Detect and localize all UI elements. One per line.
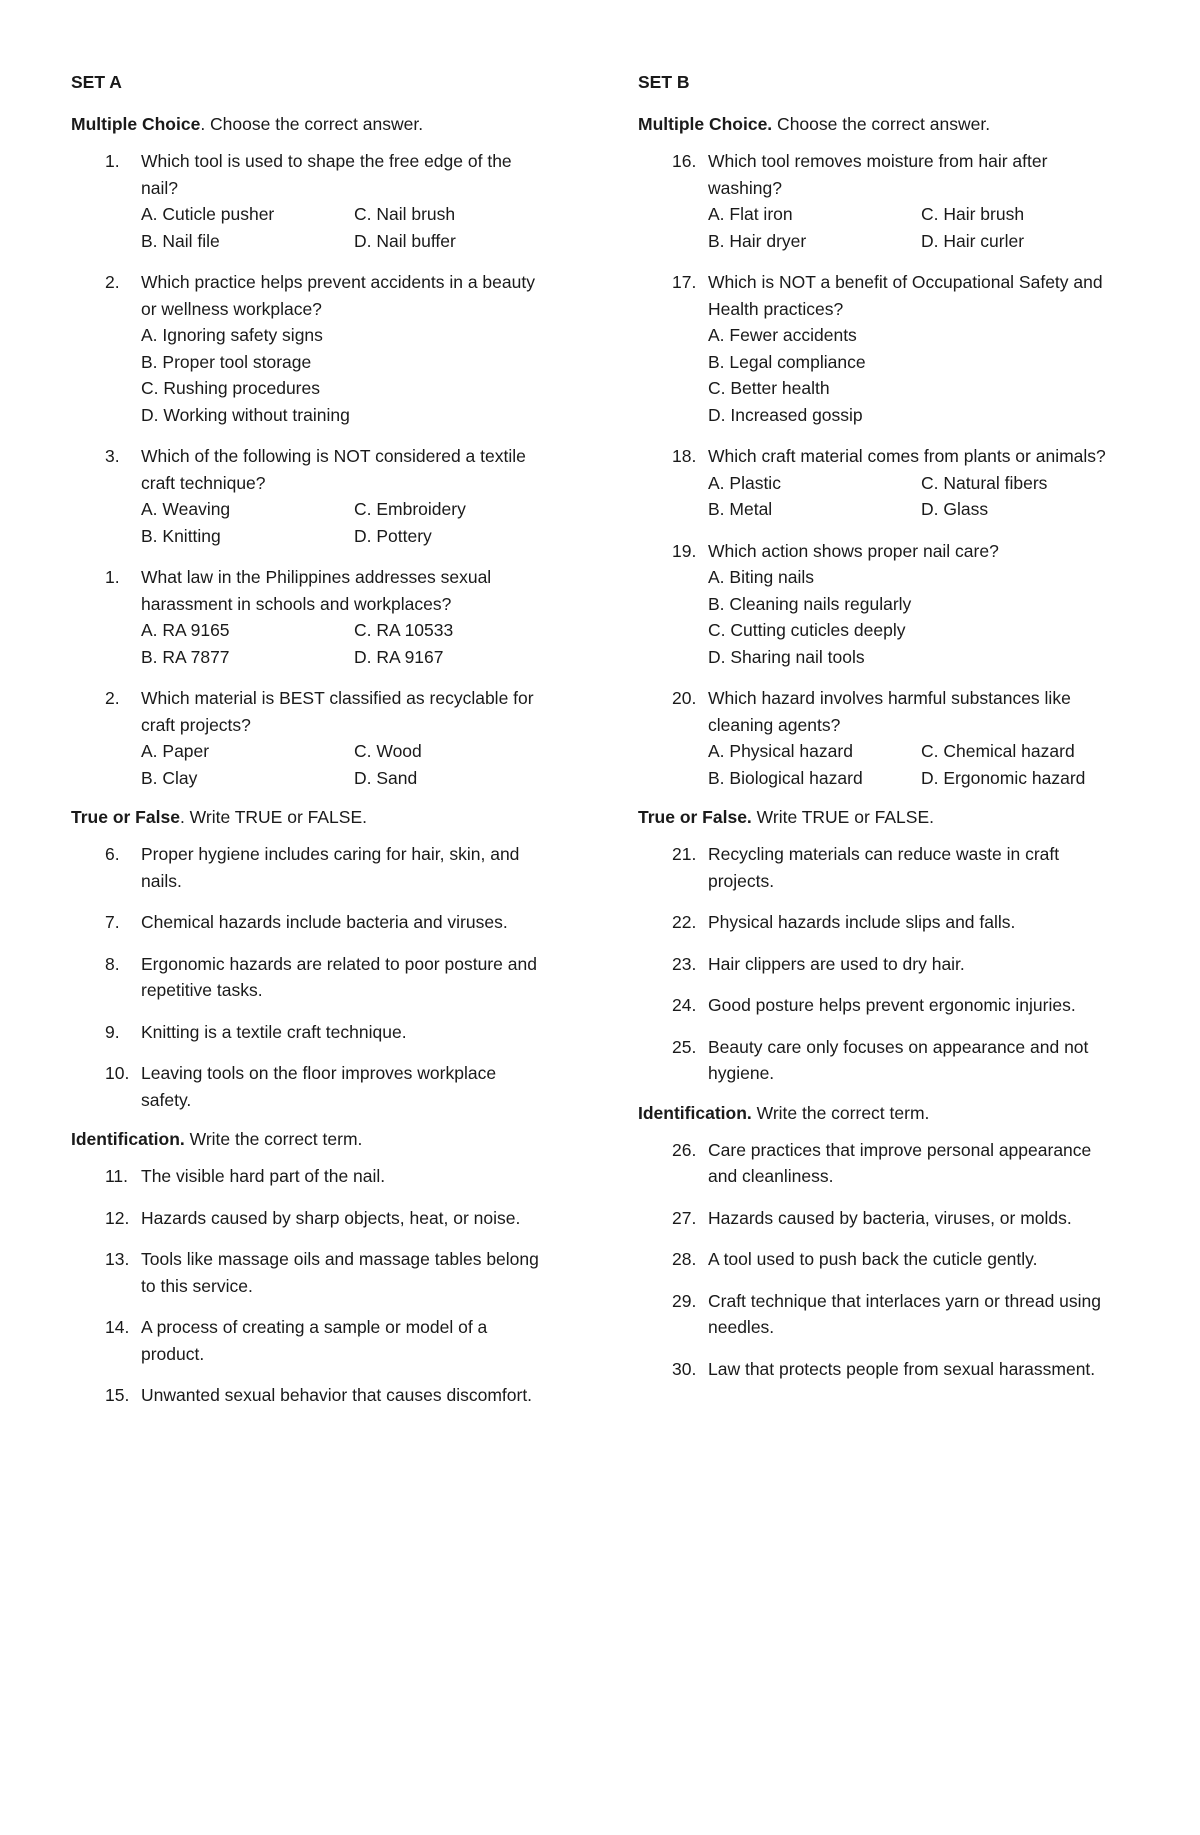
question-text: Tools like massage oils and massage tables belong to this service.	[141, 1249, 539, 1296]
section-instruction: Choose the correct answer.	[772, 114, 991, 134]
question-text: Law that protects people from sexual harassment.	[708, 1358, 1096, 1379]
question-number: 15.	[105, 1385, 130, 1405]
section-label: Multiple Choice.	[638, 114, 773, 134]
answer-option: D. Sharing nail tools	[708, 646, 865, 667]
question-text: Knitting is a textile craft technique.	[141, 1021, 407, 1042]
question-text: A process of creating a sample or model of a product.	[141, 1317, 488, 1364]
question-text: Good posture helps prevent ergonomic injuries.	[708, 995, 1076, 1015]
answer-option: B. Metal	[708, 499, 773, 519]
question-number: 18.	[672, 446, 697, 466]
section-label: Multiple Choice	[71, 114, 201, 134]
question-item	[71, 951, 551, 1004]
question-number: 29.	[672, 1290, 697, 1311]
question-text: Which material is BEST classified as recyclable for craft projects?	[141, 688, 534, 735]
question-item	[71, 685, 551, 791]
question-text: Unwanted sexual behavior that causes discomfort.	[141, 1385, 533, 1405]
answer-option: C. Embroidery	[354, 499, 466, 519]
answer-option: D. Sand	[354, 767, 418, 788]
answer-options	[141, 738, 551, 791]
answer-option: B. Nail file	[141, 230, 220, 251]
answer-option: B. Knitting	[141, 525, 221, 546]
answer-options	[708, 738, 1118, 791]
answer-options	[141, 322, 551, 428]
answer-option: A. Ignoring safety signs	[141, 325, 323, 345]
answer-options	[141, 617, 551, 670]
answer-option: C. Better health	[708, 378, 830, 398]
question-number: 19.	[672, 540, 697, 561]
answer-option: A. Physical hazard	[708, 741, 853, 761]
answer-option: A. Paper	[141, 741, 210, 761]
section-label: Identification.	[638, 1102, 752, 1123]
set-b-id-heading	[638, 1102, 1118, 1124]
answer-option: B. RA 7877	[141, 646, 230, 667]
question-number: 22.	[672, 912, 697, 932]
question-item	[638, 269, 1118, 428]
section-instruction: Write the correct term.	[184, 1129, 363, 1149]
question-text: Proper hygiene includes caring for hair, skin, and nails.	[141, 844, 520, 891]
question-item	[71, 1205, 551, 1232]
question-item	[638, 1034, 1118, 1087]
answer-option: C. Cutting cuticles deeply	[708, 620, 906, 640]
question-item	[71, 909, 551, 936]
question-number: 14.	[105, 1317, 130, 1337]
question-item	[638, 148, 1118, 254]
answer-option: B. Legal compliance	[708, 351, 866, 372]
answer-option: A. Plastic	[708, 472, 781, 493]
answer-option: D. Nail buffer	[354, 230, 456, 251]
question-item	[638, 685, 1118, 791]
question-text: Physical hazards include slips and falls.	[708, 912, 1016, 932]
answer-option: B. Hair dryer	[708, 230, 807, 251]
question-item	[71, 1163, 551, 1190]
set-b-mc-list	[638, 148, 1118, 791]
answer-options	[141, 496, 551, 549]
set-b-column	[638, 72, 1118, 1397]
set-b-tf-list	[638, 841, 1118, 1087]
question-item	[71, 1246, 551, 1299]
answer-options	[708, 470, 1118, 523]
answer-option: D. RA 9167	[354, 646, 444, 667]
question-text: Which hazard involves harmful substances like cleaning agents?	[708, 688, 1071, 735]
question-item	[71, 1314, 551, 1367]
question-item	[638, 992, 1118, 1019]
question-number: 20.	[672, 688, 697, 708]
answer-option: A. Cuticle pusher	[141, 204, 275, 224]
question-text: Leaving tools on the floor improves workplace safety.	[141, 1063, 497, 1110]
answer-options	[708, 564, 1118, 670]
question-number: 2.	[105, 688, 120, 708]
section-instruction: . Choose the correct answer.	[200, 114, 424, 134]
question-item	[71, 1382, 551, 1409]
question-text: Which tool removes moisture from hair after washing?	[708, 151, 1048, 198]
answer-option: A. RA 9165	[141, 620, 230, 640]
set-b-title: SET B	[638, 72, 690, 92]
set-a-tf-list	[71, 841, 551, 1113]
question-text: Which tool is used to shape the free edge of the nail?	[141, 151, 512, 198]
answer-option: D. Increased gossip	[708, 404, 863, 425]
question-number: 10.	[105, 1063, 130, 1083]
question-item	[71, 269, 551, 428]
answer-option: D. Glass	[921, 499, 989, 519]
answer-option: D. Working without training	[141, 404, 350, 425]
question-text: The visible hard part of the nail.	[141, 1166, 386, 1186]
question-text: What law in the Philippines addresses sexual harassment in schools and workplaces?	[141, 567, 492, 614]
answer-options	[708, 322, 1118, 428]
question-number: 26.	[672, 1139, 697, 1160]
question-text: Ergonomic hazards are related to poor posture and repetitive tasks.	[141, 953, 537, 1000]
answer-option: C. Rushing procedures	[141, 378, 320, 398]
answer-option: C. RA 10533	[354, 620, 454, 640]
question-item	[638, 1137, 1118, 1190]
question-number: 21.	[672, 844, 697, 864]
answer-options	[708, 201, 1118, 254]
question-item	[638, 538, 1118, 671]
question-item	[71, 1019, 551, 1046]
answer-option: C. Nail brush	[354, 204, 456, 224]
question-text: Which action shows proper nail care?	[708, 540, 999, 561]
question-number: 25.	[672, 1036, 697, 1057]
question-item	[638, 1205, 1118, 1232]
question-item	[638, 909, 1118, 936]
question-item	[71, 1060, 551, 1113]
question-item	[638, 951, 1118, 978]
set-a-id-heading	[71, 1128, 551, 1150]
question-number: 2.	[105, 272, 120, 292]
question-number: 1.	[105, 567, 120, 587]
answer-option: D. Ergonomic hazard	[921, 767, 1086, 788]
question-item	[638, 443, 1118, 523]
set-b-tf-heading	[638, 806, 1118, 828]
question-text: Hair clippers are used to dry hair.	[708, 953, 965, 974]
question-number: 28.	[672, 1249, 697, 1269]
question-number: 7.	[105, 912, 120, 932]
answer-option: B. Cleaning nails regularly	[708, 593, 912, 614]
question-number: 23.	[672, 953, 697, 974]
question-text: Recycling materials can reduce waste in craft projects.	[708, 844, 1060, 891]
section-label: True or False	[71, 807, 180, 827]
question-text: Hazards caused by sharp objects, heat, or noise.	[141, 1207, 521, 1228]
section-instruction: . Write TRUE or FALSE.	[179, 807, 367, 827]
question-text: Care practices that improve personal appearance and cleanliness.	[708, 1139, 1092, 1186]
set-a-column	[71, 72, 551, 1424]
section-label: True or False.	[638, 807, 752, 827]
answer-option: A. Flat iron	[708, 204, 793, 224]
question-number: 6.	[105, 844, 120, 864]
answer-option: B. Clay	[141, 767, 198, 788]
set-a-mc-heading	[71, 113, 551, 135]
question-number: 16.	[672, 151, 697, 171]
question-number: 8.	[105, 953, 120, 974]
question-number: 13.	[105, 1249, 130, 1269]
section-label: Identification.	[71, 1129, 185, 1149]
question-item	[638, 1356, 1118, 1383]
answer-option: B. Biological hazard	[708, 767, 863, 788]
question-item	[71, 148, 551, 254]
answer-option: A. Weaving	[141, 499, 231, 519]
question-text: Hazards caused by bacteria, viruses, or molds.	[708, 1207, 1072, 1228]
question-number: 9.	[105, 1021, 120, 1042]
question-text: Which practice helps prevent accidents in a beauty or wellness workplace?	[141, 272, 535, 319]
question-number: 12.	[105, 1207, 130, 1228]
answer-options	[141, 201, 551, 254]
answer-option: A. Biting nails	[708, 567, 815, 587]
answer-option: C. Hair brush	[921, 204, 1025, 224]
answer-option: C. Chemical hazard	[921, 741, 1075, 761]
question-text: Which is NOT a benefit of Occupational Safety and Health practices?	[708, 272, 1103, 319]
answer-option: C. Wood	[354, 741, 422, 761]
set-a-id-list	[71, 1163, 551, 1409]
question-item	[71, 841, 551, 894]
question-item	[638, 841, 1118, 894]
question-text: Which of the following is NOT considered a textile craft technique?	[141, 446, 526, 493]
answer-option: A. Fewer accidents	[708, 325, 857, 345]
question-number: 3.	[105, 446, 120, 466]
set-b-id-list	[638, 1137, 1118, 1383]
question-item	[638, 1246, 1118, 1273]
question-number: 11.	[105, 1166, 129, 1186]
question-item	[71, 564, 551, 670]
set-a-tf-heading	[71, 806, 551, 828]
set-a-mc-list	[71, 148, 551, 791]
question-text: Which craft material comes from plants or animals?	[708, 446, 1106, 466]
question-text: Chemical hazards include bacteria and viruses.	[141, 912, 508, 932]
answer-option: B. Proper tool storage	[141, 351, 312, 372]
answer-option: D. Pottery	[354, 525, 432, 546]
question-item	[638, 1288, 1118, 1341]
question-text: Craft technique that interlaces yarn or thread using needles.	[708, 1290, 1101, 1337]
question-text: A tool used to push back the cuticle gently.	[708, 1249, 1038, 1269]
section-instruction: Write TRUE or FALSE.	[751, 807, 934, 827]
section-instruction: Write the correct term.	[751, 1102, 930, 1123]
answer-option: C. Natural fibers	[921, 472, 1048, 493]
question-item	[71, 443, 551, 549]
set-b-mc-heading	[638, 113, 1118, 135]
question-number: 27.	[672, 1207, 697, 1228]
question-number: 30.	[672, 1358, 697, 1379]
set-a-title: SET A	[71, 72, 122, 92]
question-text: Beauty care only focuses on appearance and not hygiene.	[708, 1036, 1089, 1083]
question-number: 17.	[672, 272, 697, 292]
answer-option: D. Hair curler	[921, 230, 1025, 251]
question-number: 24.	[672, 995, 697, 1015]
question-number: 1.	[105, 151, 120, 171]
